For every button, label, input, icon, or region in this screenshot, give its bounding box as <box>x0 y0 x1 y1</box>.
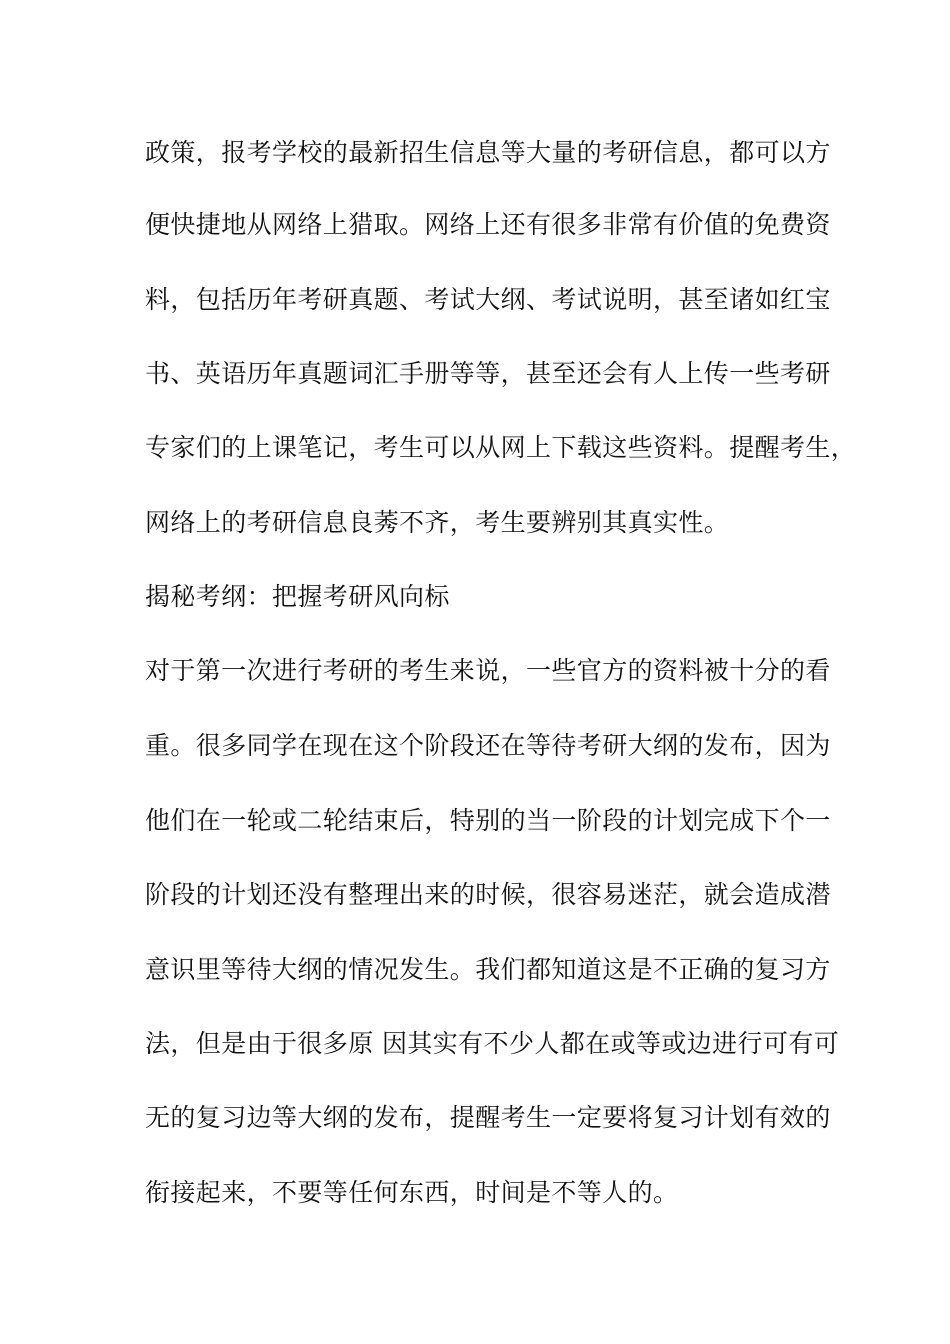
paragraph-line: 专家们的上课笔记，考生可以从网上下载这些资料。提醒考生， <box>145 433 857 462</box>
paragraph-line: 对于第一次进行考研的考生来说，一些官方的资料被十分的看 <box>145 656 831 685</box>
paragraph-line: 阶段的计划还没有整理出来的时候，很容易迷茫，就会造成潜 <box>145 880 831 909</box>
paragraph-line: 法，但是由于很多原 因其实有不少人都在或等或边进行可有可 <box>145 1029 840 1058</box>
paragraph-line: 便快捷地从网络上猎取。网络上还有很多非常有价值的免费资 <box>145 210 831 239</box>
paragraph-line: 网络上的考研信息良莠不齐，考生要辨别其真实性。 <box>145 508 730 537</box>
paragraph-line: 无的复习边等大纲的发布，提醒考生一定要将复习计划有效的 <box>145 1103 831 1132</box>
paragraph-line: 重。很多同学在现在这个阶段还在等待考研大纲的发布，因为 <box>145 731 831 760</box>
paragraph-line: 政策，报考学校的最新招生信息等大量的考研信息，都可以方 <box>145 138 831 167</box>
paragraph-line: 书、英语历年真题词汇手册等等，甚至还会有人上传一些考研 <box>145 359 831 388</box>
section-heading: 揭秘考纲：把握考研风向标 <box>145 582 450 611</box>
paragraph-line: 衔接起来，不要等任何东西，时间是不等人的。 <box>145 1178 679 1207</box>
paragraph-line: 意识里等待大纲的情况发生。我们都知道这是不正确的复习方 <box>145 955 831 984</box>
paragraph-line: 料，包括历年考研真题、考试大纲、考试说明，甚至诸如红宝 <box>145 285 831 314</box>
paragraph-line: 他们在一轮或二轮结束后，特别的当一阶段的计划完成下个一 <box>145 806 831 835</box>
